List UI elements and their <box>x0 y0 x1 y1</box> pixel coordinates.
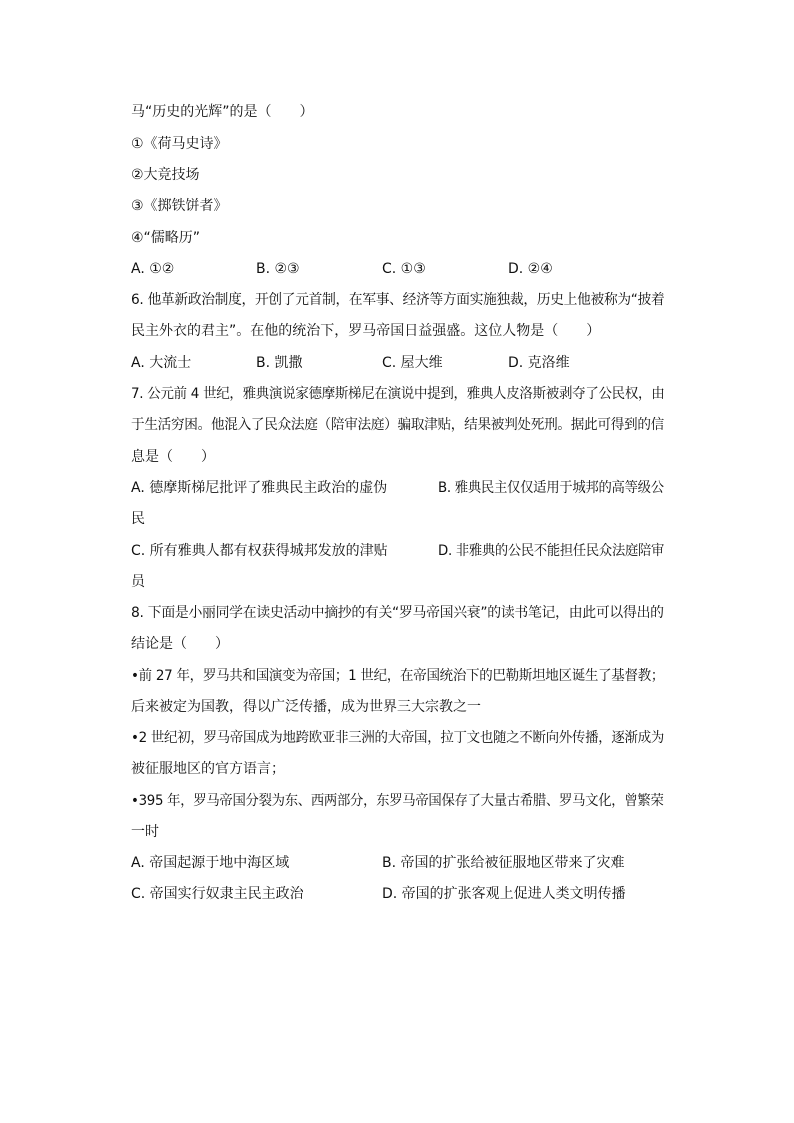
q6-option-b: B. 凯撒 <box>256 355 303 371</box>
q8-option-c: C. 帝国实行奴隶主民主政治 <box>131 886 304 902</box>
q8-note-line-5: •395 年，罗马帝国分裂为东、西两部分，东罗马帝国保存了大量古希腊、罗马文化，曾繁荣 <box>131 793 664 809</box>
q5-option-b: B. ②③ <box>256 261 300 277</box>
q8-option-b: B. 帝国的扩张给被征服地区带来了灾难 <box>382 855 625 871</box>
q6-stem-line-1: 6. 他革新政治制度，开创了元首制，在军事、经济等方面实施独裁，历史上他被称为“披着 <box>131 292 665 308</box>
q5-stem-tail: 马“历史的光辉”的是（ ） <box>131 104 314 120</box>
q5-item-1: ①《荷马史诗》 <box>131 136 228 152</box>
q8-note-line-1: •前 27 年，罗马共和国演变为帝国；1 世纪，在帝国统治下的巴勒斯坦地区诞生了基督教； <box>131 668 665 684</box>
q6-option-c: C. 屋大维 <box>382 355 443 371</box>
q8-stem-line-2: 结论是（ ） <box>131 636 229 652</box>
q7-option-a: A. 德摩斯梯尼批评了雅典民主政治的虚伪 <box>131 480 388 496</box>
q5-item-3: ③《掷铁饼者》 <box>131 198 228 214</box>
q7-stem-line-3: 息是（ ） <box>131 449 215 465</box>
q6-option-a: A. 大流士 <box>131 355 192 371</box>
q8-note-line-4: 被征服地区的官方语言； <box>131 761 285 777</box>
q8-note-line-6: 一时 <box>131 824 159 840</box>
q7-stem-line-1: 7. 公元前 4 世纪，雅典演说家德摩斯梯尼在演说中提到，雅典人皮洛斯被剥夺了公民权，由 <box>131 386 665 402</box>
q8-option-a: A. 帝国起源于地中海区域 <box>131 855 290 871</box>
q5-item-2: ②大竞技场 <box>131 167 200 183</box>
q5-item-4: ④“儒略历” <box>131 230 201 246</box>
q6-option-d: D. 克洛维 <box>508 355 570 371</box>
q7-option-d: D. 非雅典的公民不能担任民众法庭陪审 <box>438 543 664 559</box>
q8-note-line-2: 后来被定为国教，得以广泛传播，成为世界三大宗教之一 <box>131 699 481 715</box>
q8-option-d: D. 帝国的扩张客观上促进人类文明传播 <box>382 886 626 902</box>
q5-option-d: D. ②④ <box>508 261 553 277</box>
q8-note-line-3: •2 世纪初，罗马帝国成为地跨欧亚非三洲的大帝国，拉丁文也随之不断向外传播，逐渐成为 <box>131 730 665 746</box>
q7-stem-line-2: 于生活穷困。他混入了民众法庭（陪审法庭）骗取津贴，结果被判处死刑。据此可得到的信 <box>131 417 664 433</box>
q7-option-d-continued: 员 <box>131 574 145 590</box>
q5-option-a: A. ①② <box>131 261 175 277</box>
q7-option-c: C. 所有雅典人都有权获得城邦发放的津贴 <box>131 543 388 559</box>
q7-option-b: B. 雅典民主仅仅适用于城邦的高等级公 <box>438 480 664 496</box>
q6-stem-line-2: 民主外衣的君主”。在他的统治下，罗马帝国日益强盛。这位人物是（ ） <box>131 323 601 339</box>
q8-stem-line-1: 8. 下面是小丽同学在读史活动中摘抄的有关“罗马帝国兴衰”的读书笔记，由此可以得出的 <box>131 605 664 621</box>
q5-option-c: C. ①③ <box>382 261 426 277</box>
q7-option-b-continued: 民 <box>131 511 145 527</box>
